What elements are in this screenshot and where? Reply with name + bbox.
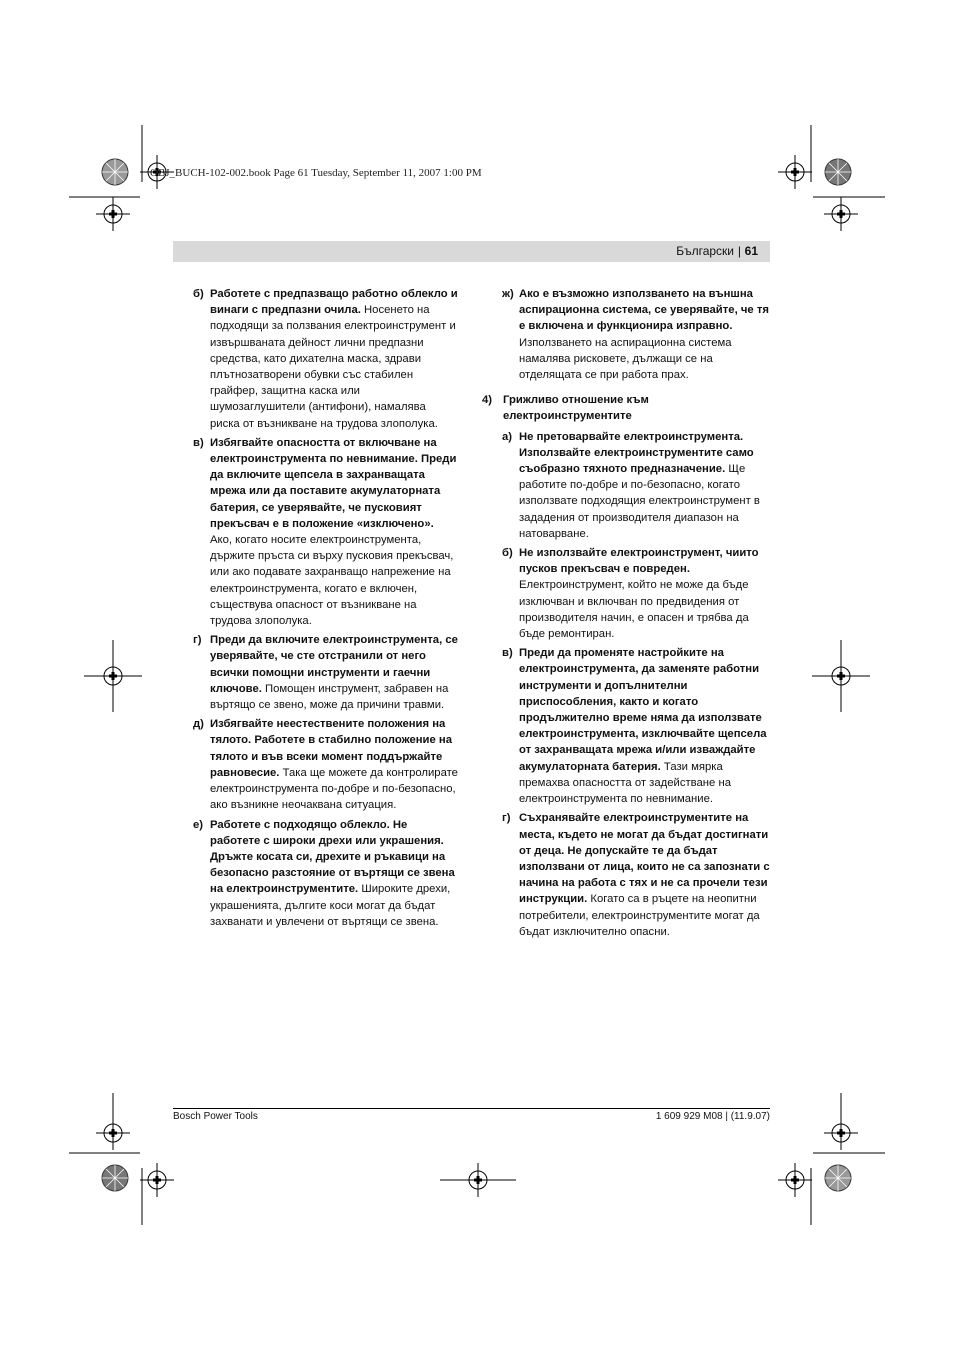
list-item (193, 435, 458, 629)
list-item (193, 716, 458, 813)
item-text: Така ще можете да контролирате електроинструмента по-добре и по-безопасно, ако възникне неочаквана ситуация. (210, 766, 458, 812)
list-item (482, 286, 772, 383)
item-heading: Преди да включите електроинструмента, се уверявайте, че сте отстранили от него всички помощни инструменти и гаечни ключове. (210, 634, 458, 695)
item-heading: Избягвайте неестествените положения на тялото. Работете в стабилно положение на тялото и във всеки момент поддържайте равновесие. (210, 718, 453, 779)
item-heading: Съхранявайте електроинструментите на места, където не могат да бъдат достигнати от деца. Не допускайте те да бъдат използвани от лица, които не са запознати с начина на работа с тях и не са прочели тези инструкции. (519, 812, 770, 906)
section-heading (482, 392, 772, 424)
page-number: 61 (744, 244, 758, 258)
item-heading: Работете с предпазващо работно облекло и винаги с предпазни очила. (210, 288, 458, 317)
item-marker: ж) (502, 288, 514, 300)
header-separator: | (737, 244, 741, 258)
footer-brand: Bosch Power Tools (173, 1111, 258, 1122)
item-marker: б) (193, 288, 204, 300)
item-marker: б) (502, 547, 513, 560)
footer-docnumber: 1 609 929 M08 | (11.9.07) (655, 1111, 770, 1122)
header-language: Български (676, 244, 734, 258)
list-item (193, 632, 458, 713)
item-text: Тази мярка премахва опасността от задействане на електроинструмента по невнимание. (519, 760, 731, 806)
list-item (193, 286, 458, 432)
item-marker: в) (193, 436, 204, 449)
print-info: OBJ_BUCH-102-002.book Page 61 Tuesday, September 11, 2007 1:00 PM (150, 167, 482, 179)
item-text: Електроинструмент, който не може да бъде изключван и включван по предвидения от производителя начин, е опасен и трябва да бъде ремонтиран. (519, 579, 749, 641)
list-item (482, 645, 772, 807)
item-marker: г) (502, 812, 511, 825)
item-text: Използването на аспирационна система намалява рисковете, дължащи се на отделящата се при работа прах. (519, 336, 732, 382)
item-text: Широките дрехи, украшенията, дългите коси могат да бъдат захванати и увлечени от въртящи се звена. (210, 883, 451, 928)
item-heading: Избягвайте опасността от включване на електроинструмента по невнимание. Преди да включите щепсела в захранващата мрежа или да поставите акумулаторната батерия, се уверявайте, че пусковият прекъсвач е в положение «изключено». (210, 436, 457, 530)
item-heading: Ако е възможно използването на външна аспирационна система, се уверявайте, че тя е включена и функционира изправно. (519, 288, 769, 333)
item-marker: д) (193, 718, 204, 731)
section-title: Грижливо отношение към електроинструментите (503, 394, 649, 423)
item-heading: Преди да променяте настройките на електроинструмента, да заменяте работни инструменти и допълнителни приспособления, както и когато продължително време няма да използвате електроинструмента, изключвайте щепсела от захранващата мрежа и/или изваждайте акумулаторната батерия. (519, 647, 767, 773)
item-heading: Не претоварвайте електроинструмента. Използвайте електроинструментите само съобразно тяхното предназначение. (519, 430, 754, 476)
item-marker: г) (193, 634, 202, 647)
section-number: 4) (482, 394, 493, 407)
item-text: Ако, когато носите електроинструмента, държите пръста си върху пусковия прекъсвач, или ако подавате захранващо напрежение на електроинструмента, когато е включен, съществува опасност от възникване на трудова злополука. (210, 534, 454, 628)
left-column (193, 286, 458, 933)
item-marker: е) (193, 818, 204, 831)
list-item (482, 429, 772, 542)
item-text: Помощен инструмент, забравен на въртящо се звено, може да причини травми. (210, 682, 449, 712)
item-heading: Не използвайте електроинструмент, чиито пусков прекъсвач е повреден. (519, 547, 759, 576)
footer-rule (173, 1108, 770, 1109)
item-text: Ще работите по-добре и по-безопасно, когато използвате подходящия електроинструмент в зададения от производителя диапазон на натоварване. (519, 463, 760, 540)
item-heading: Работете с подходящо облекло. Не работете с широки дрехи или украшения. Дръжте косата си, дрехите и ръкавици на безопасно разстояние от въртящи се звена на електроинструментите. (210, 818, 455, 896)
item-text: Носенето на подходящи за ползвания електроинструмент и извършваната дейност лични предпазни средства, като дихателна маска, здрави плътнозатворени обувки със стабилен грайфер, защитна каска или шумозаглушители (антифони), намалява риска от възникване на трудова злополука. (210, 304, 456, 430)
item-marker: а) (502, 430, 513, 443)
page-header (173, 241, 770, 262)
list-item (482, 545, 772, 642)
list-item (193, 817, 458, 930)
item-text: Когато са в ръцете на неопитни потребители, електроинструментите могат да бъдат изключително опасни. (519, 893, 760, 938)
list-item (482, 810, 772, 940)
right-column (482, 286, 772, 943)
item-marker: в) (502, 647, 513, 660)
